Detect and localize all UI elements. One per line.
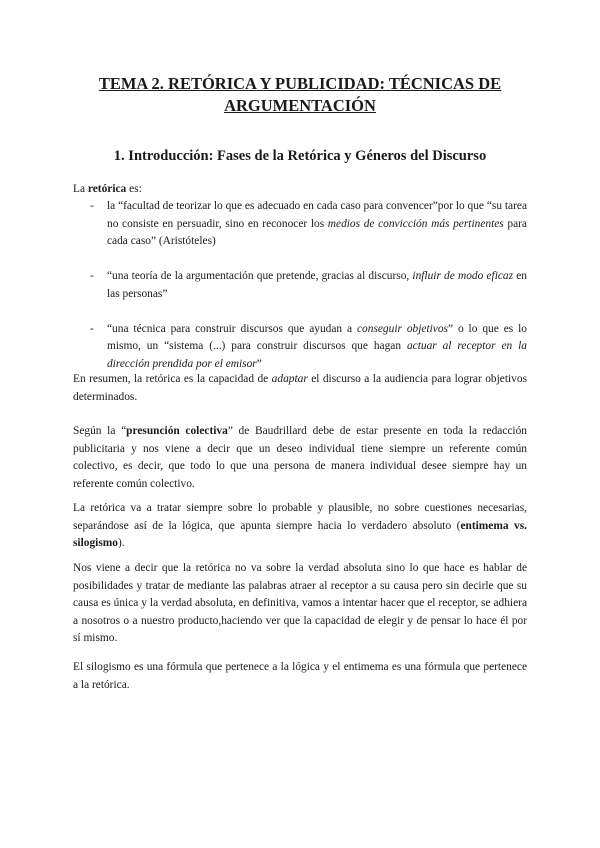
list-dash: - xyxy=(90,270,94,282)
definition-text: ” xyxy=(256,357,262,370)
paragraph-text: La retórica va a tratar siempre sobre lo probable y plausible, no sobre cuestiones necesarias, separándose así de la lógica, que apunta siempre hacia lo verdadero absoluto ( xyxy=(73,502,527,532)
definition-text: “una técnica para construir discursos que ayudan a xyxy=(107,322,357,335)
section-heading: 1. Introducción: Fases de la Retórica y Géneros del Discurso xyxy=(113,148,487,164)
list-dash: - xyxy=(90,322,94,335)
intro-text-post: es: xyxy=(126,183,142,195)
definition-text: en las personas” xyxy=(107,270,527,300)
paragraph-silogismo: El silogismo es una fórmula que pertenece a la lógica y el entimema es una fórmula que pertenece a la retórica. xyxy=(73,661,527,691)
paragraph-text: ). xyxy=(117,537,125,549)
intro-line xyxy=(73,181,527,199)
definition-text: la “facultad de teorizar lo que es adecuado en cada caso para convencer”por lo que “su tarea no consiste en persuadir, sino en reconocer los xyxy=(107,200,527,230)
definition-item xyxy=(73,268,527,303)
definition-emphasis: medios de convicción más pertinentes xyxy=(327,217,504,230)
definition-emphasis: actuar al receptor en la dirección prendida por el emisor xyxy=(107,340,527,370)
intro-text-pre: La xyxy=(73,183,88,195)
definition-emphasis: influir de modo eficaz xyxy=(412,270,514,282)
paragraph-presuncion xyxy=(73,423,527,493)
definition-text: para cada caso” (Aristóteles) xyxy=(107,217,527,247)
term-presuncion-colectiva: presunción colectiva xyxy=(126,425,228,437)
emphasis-adaptar: adaptar xyxy=(271,373,308,385)
paragraph-text: ” de Baudrillard debe de estar presente en toda la redacción publicitaria y nos viene a decir que un deseo individual tiene siempre un referente común colectivo, es decir, que todo lo que una persona de manera individual desee siempre hay un referente común colectivo. xyxy=(73,425,527,490)
definition-item xyxy=(73,198,527,251)
term-entimema-silogismo: entimema vs. silogismo xyxy=(73,519,527,549)
paragraph-probable xyxy=(73,500,527,553)
definition-text: ” o lo que es lo mismo, un “sistema (...) para construir discursos que hagan xyxy=(107,322,527,352)
list-dash: - xyxy=(90,200,94,212)
definition-text: “una teoría de la argumentación que pretende, gracias al discurso, xyxy=(107,270,413,282)
definition-emphasis: conseguir objetivos xyxy=(357,322,448,335)
paragraph-text: Según la “ xyxy=(73,425,127,437)
paragraph-text: En resumen, la retórica es la capacidad de xyxy=(73,373,272,385)
definition-item xyxy=(73,321,527,374)
document-title: TEMA 2. RETÓRICA Y PUBLICIDAD: TÉCNICAS DE ARGUMENTACIÓN xyxy=(98,74,502,115)
paragraph-text: el discurso a la audiencia para lograr objetivos determinados. xyxy=(73,373,527,403)
paragraph-verdad: Nos viene a decir que la retórica no va sobre la verdad absoluta sino lo que hace es hablar de posibilidades y tratar de mediante las palabras atraer al receptor a su causa pero sin decirle que su causa es única y la verdad absoluta, en definitiva, vamos a intentar hacer que el receptor, se adhiera a nosotros o a nuestro producto,haciendo ver que la capacidad de elegir y de pensar lo hace él por sí mismo. xyxy=(73,562,527,644)
term-retorica: retórica xyxy=(87,183,127,195)
paragraph-summary xyxy=(73,371,527,406)
definitions-list xyxy=(73,198,527,373)
